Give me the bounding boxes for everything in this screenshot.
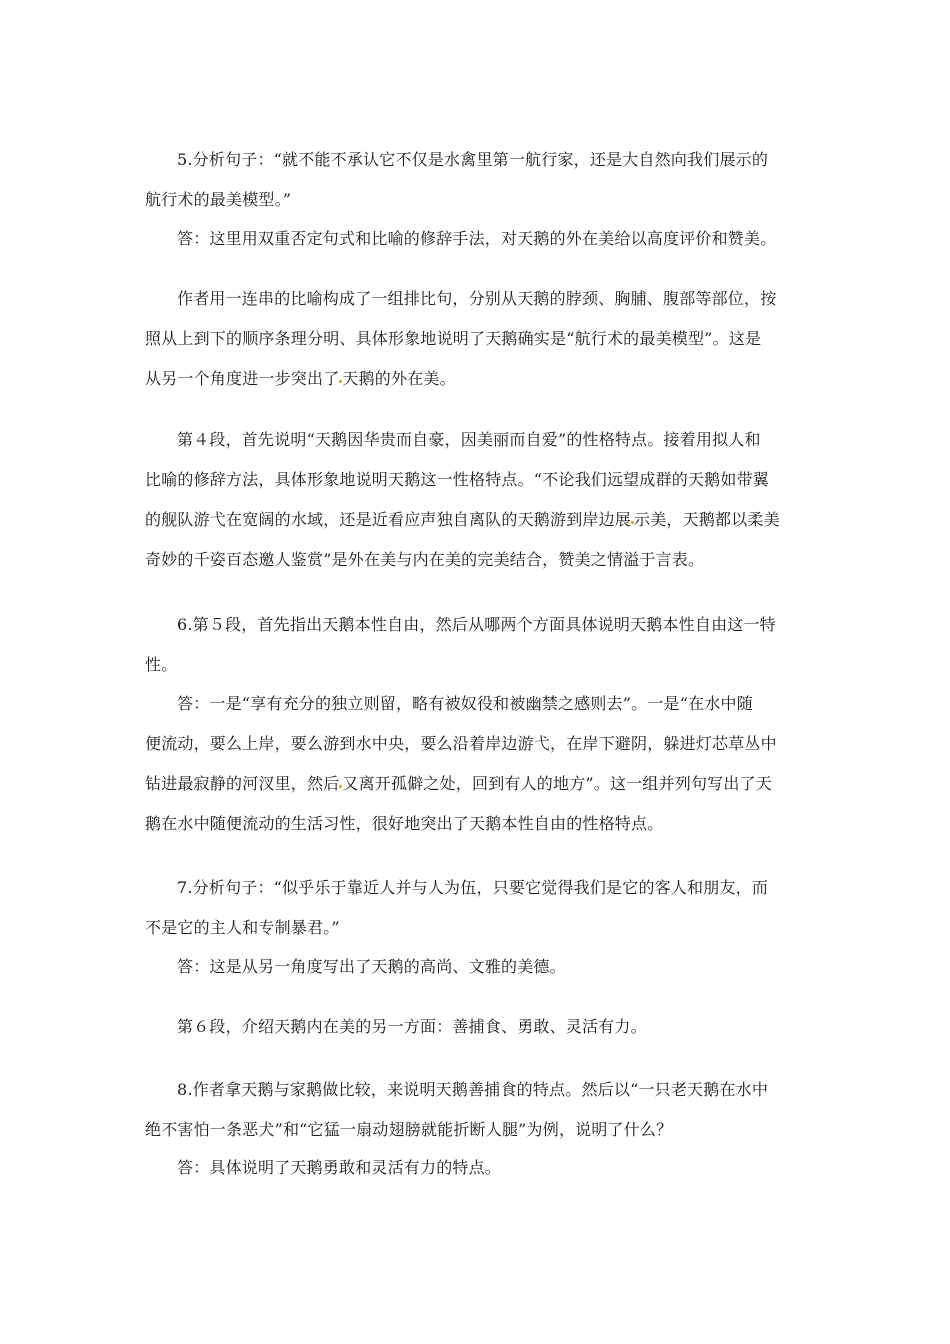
q5-answer: 答：这里用双重否定句式和比喻的修辞手法，对天鹅的外在美给以高度评价和赞美。 — [177, 229, 777, 248]
para-a-line-2: 照从上到下的顺序条理分明、具体形象地说明了天鹅确实是“航行术的最美模型”。这是 — [145, 329, 762, 348]
q6-answer-line-3-part-2: 又离开孤僻之处，回到有人的地方”。这一组并列句写出了天 — [342, 774, 772, 793]
q8-question-line-2: 绝不害怕一条恶犬”和“它猛一扇动翅膀就能折断人腿”为例，说明了什么？ — [145, 1120, 673, 1139]
q8-answer: 答：具体说明了天鹅勇敢和灵活有力的特点。 — [177, 1158, 502, 1177]
q6-answer-line-3-part-1: 钻进最寂静的河汊里，然后 — [145, 774, 340, 793]
q7-answer: 答：这是从另一角度写出了天鹅的高尚、文雅的美德。 — [177, 957, 566, 976]
q7-question-line-1: 7.分析句子：“似乎乐于靠近人并与人为伍，只要它觉得我们是它的客人和朋友，而 — [177, 878, 769, 897]
q5-question-line-2: 航行术的最美模型。” — [145, 190, 292, 209]
q6-answer-line-4: 鹅在水中随便流动的生活习性，很好地突出了天鹅本性自由的性格特点。 — [145, 814, 664, 833]
q6-answer-line-2: 便流动，要么上岸，要么游到水中央，要么沿着岸边游弋，在岸下避阴，躲进灯芯草丛中 — [145, 734, 777, 753]
q8-question-line-1: 8.作者拿天鹅与家鹅做比较，来说明天鹅善捕食的特点。然后以“一只老天鹅在水中 — [177, 1080, 769, 1099]
para-b-line-3-part-2: 示美，天鹅都以柔美 — [634, 510, 780, 529]
q6-question-line-2: 性。 — [145, 655, 178, 674]
para-a-line-1: 作者用一连串的比喻构成了一组排比句，分别从天鹅的脖颈、胸脯、腹部等部位，按 — [177, 289, 777, 308]
q6-question-line-1: 6.第５段，首先指出天鹅本性自由，然后从哪两个方面具体说明天鹅本性自由这一特 — [177, 615, 776, 634]
para-c-line-1: 第６段，介绍天鹅内在美的另一方面：善捕食、勇敢、灵活有力。 — [177, 1017, 647, 1036]
para-b-line-3 — [145, 510, 810, 530]
para-a-line-3-part-2: 天鹅的外在美。 — [342, 369, 456, 388]
q5-question-line-1: 5.分析句子：“就不能不承认它不仅是水禽里第一航行家，还是大自然向我们展示的 — [177, 150, 769, 169]
q6-answer-line-3 — [145, 774, 810, 794]
para-b-line-3-part-1: 的舰队游弋在宽阔的水域，还是近看应声独自离队的天鹅游到岸边展 — [145, 510, 632, 529]
q6-answer-line-1: 答：一是“享有充分的独立则留，略有被奴役和被幽禁之感则去”。一是“在水中随 — [177, 694, 753, 713]
para-b-line-4: 奇妙的千姿百态邀人鉴赏”是外在美与内在美的完美结合，赞美之情溢于言表。 — [145, 550, 705, 569]
q7-question-line-2: 不是它的主人和专制暴君。” — [145, 918, 340, 937]
para-a-line-3-part-1: 从另一个角度进一步突出了 — [145, 369, 340, 388]
para-b-line-1: 第４段，首先说明“天鹅因华贵而自豪，因美丽而自爱”的性格特点。接着用拟人和 — [177, 430, 761, 449]
para-b-line-2: 比喻的修辞方法，具体形象地说明天鹅这一性格特点。“不论我们远望成群的天鹅如带翼 — [145, 470, 769, 489]
para-a-line-3 — [145, 369, 810, 389]
